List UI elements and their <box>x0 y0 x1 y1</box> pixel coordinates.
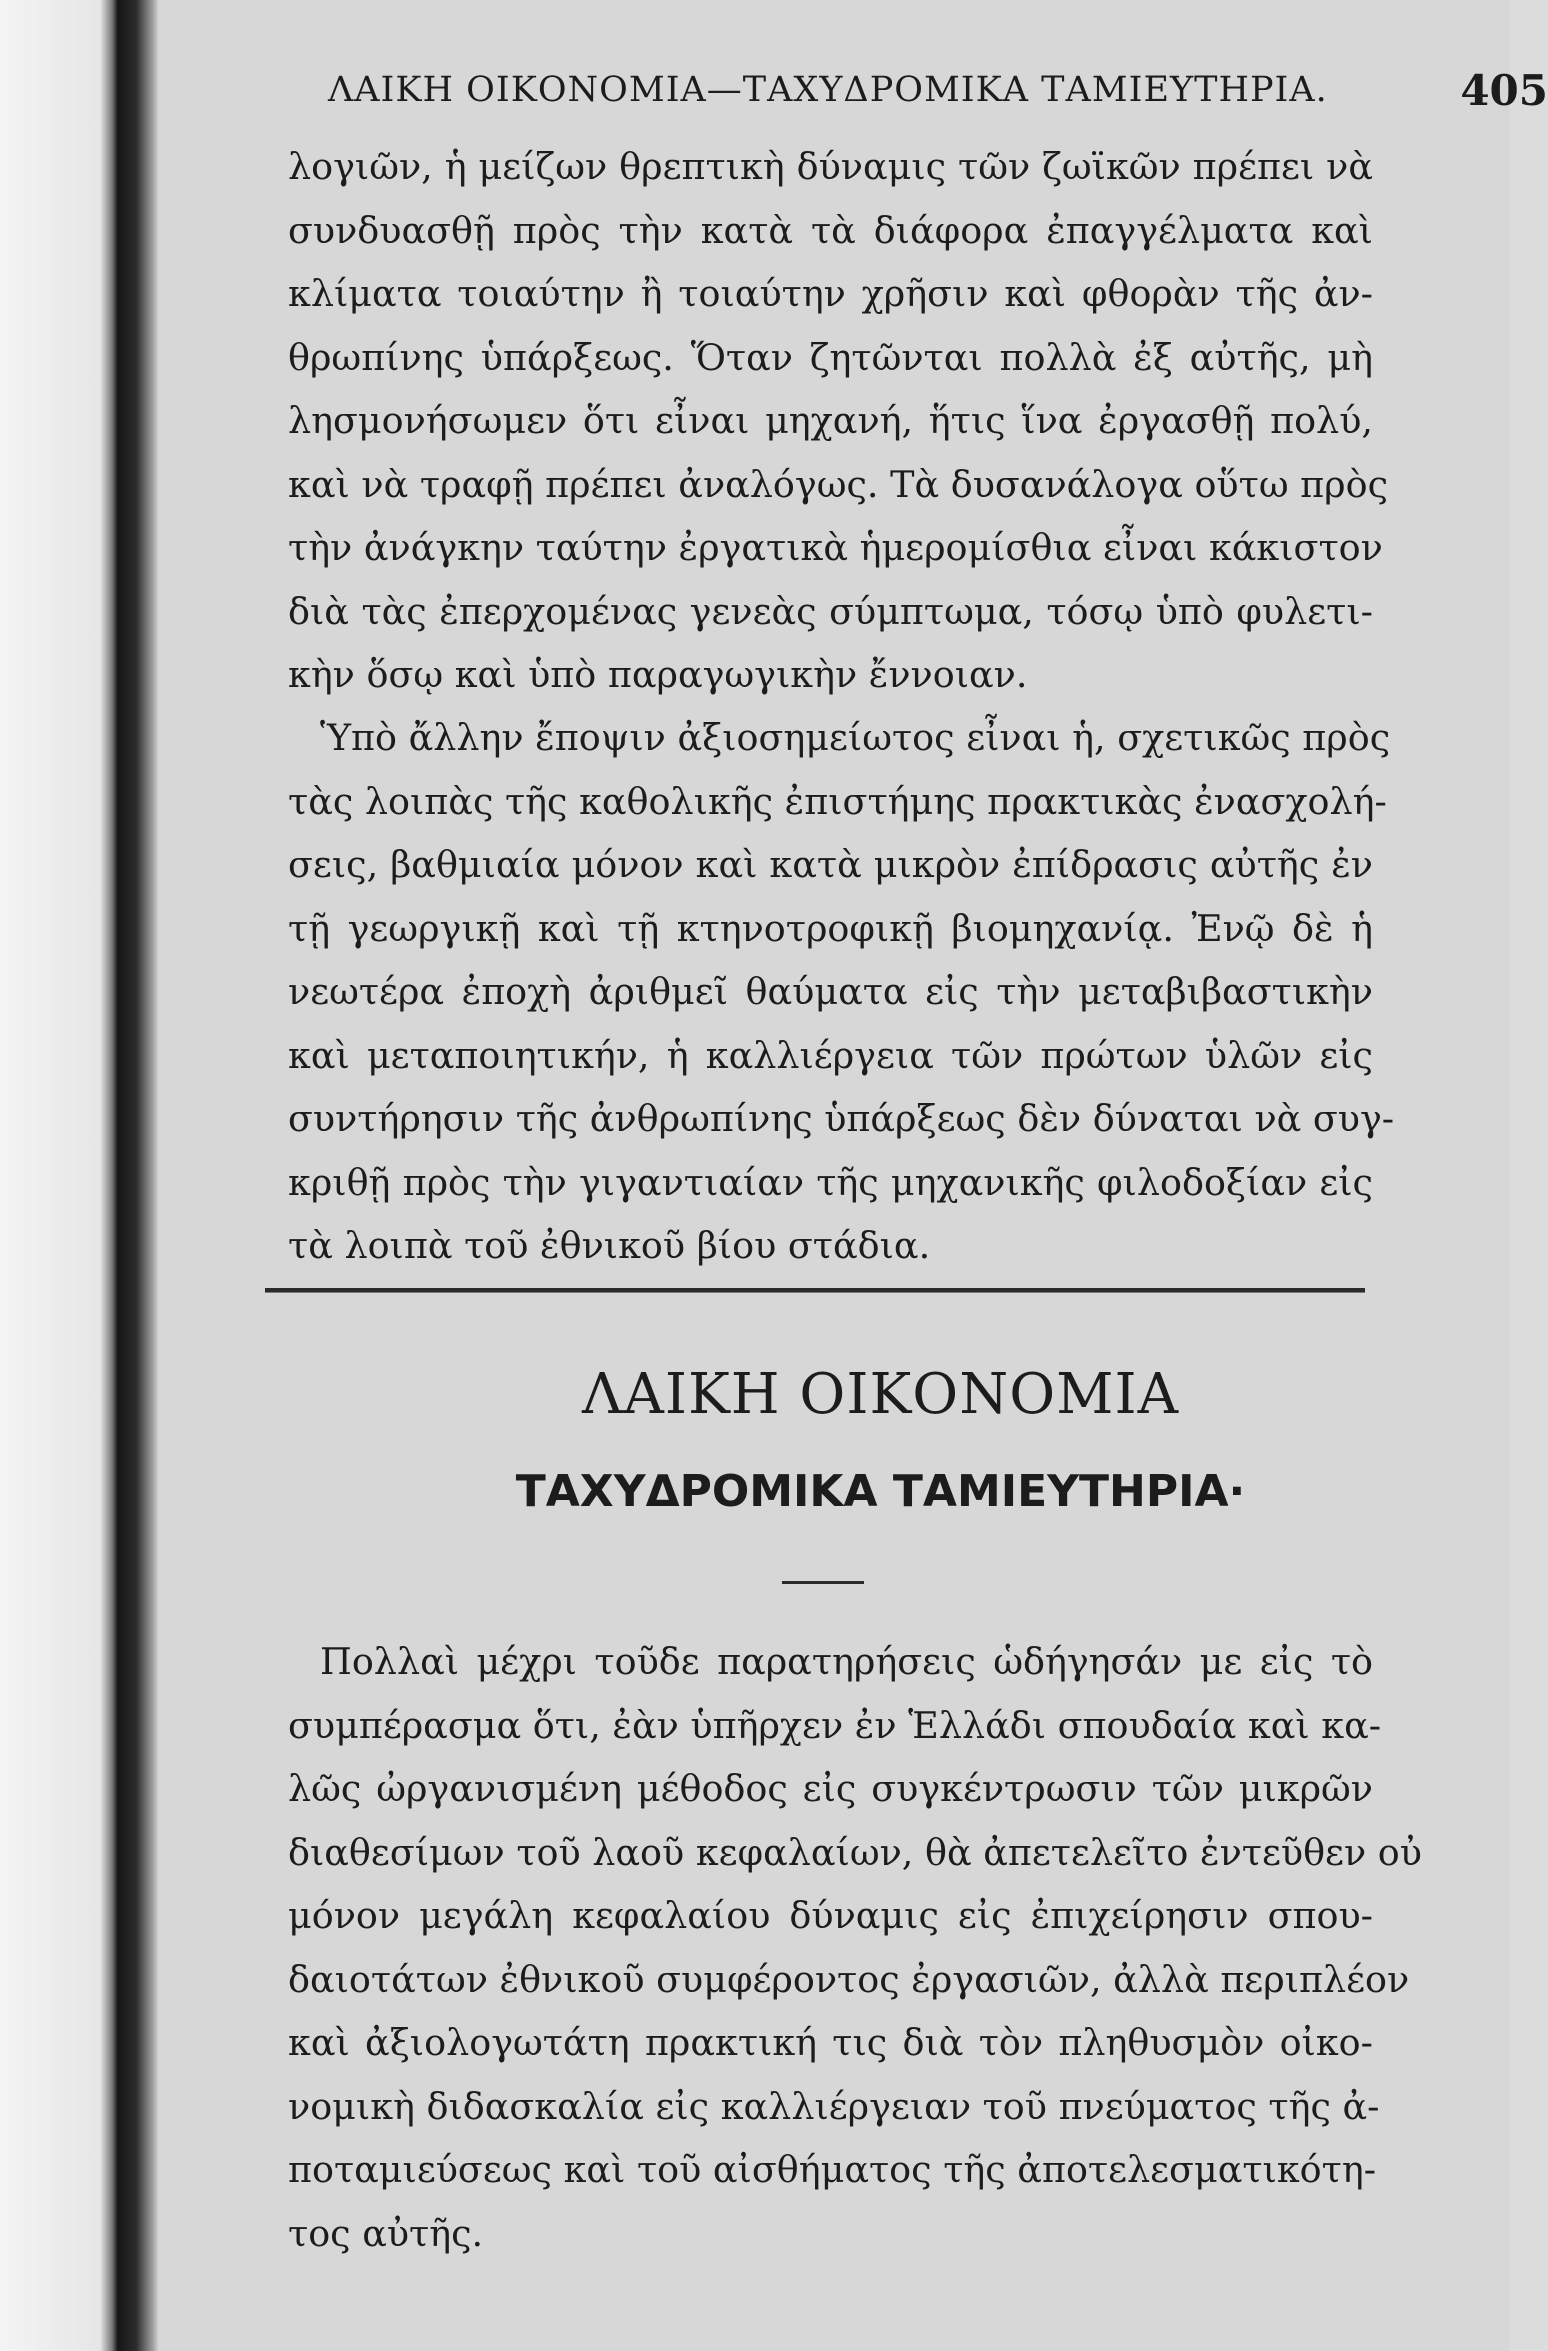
text-line: καὶ ἀξιολογωτάτη πρακτική τις διὰ τὸν πληθυσμὸν οἰκο- <box>288 2021 1373 2064</box>
text-line: συμπέρασμα ὅτι, ἐὰν ὑπῆρχεν ἐν Ἑλλάδι σπουδαία καὶ κα- <box>288 1703 1382 1747</box>
running-title: ΛΑΙΚΗ ΟΙΚΟΝΟΜΙΑ—ΤΑΧΥΔΡΟΜΙΚΑ ΤΑΜΙΕΥΤΗΡΙΑ. <box>328 70 1328 110</box>
text-line: τος αὐτῆς. <box>288 2211 484 2255</box>
text-line: τὰ λοιπὰ τοῦ ἐθνικοῦ βίου στάδια. <box>288 1224 931 1267</box>
text-line: ποταμιεύσεως καὶ τοῦ αἰσθήματος τῆς ἀποτελεσματικότη- <box>288 2148 1377 2191</box>
paragraph-3 <box>288 1630 1422 2265</box>
paragraph-2 <box>288 706 1395 1278</box>
text-line: τὰς λοιπὰς τῆς καθολικῆς ἐπιστήμης πρακτικὰς ἐνασχολή- <box>288 779 1387 823</box>
text-line: διαθεσίμων τοῦ λαοῦ κεφαλαίων, θὰ ἀπετελεῖτο ἐντεῦθεν οὐ <box>288 1830 1422 1874</box>
running-head <box>328 66 1548 120</box>
text-line: θρωπίνης ὑπάρξεως. Ὅταν ζητῶνται πολλὰ ἐξ αὐτῆς, μὴ <box>288 335 1373 379</box>
text-line: κριθῇ πρὸς τὴν γιγαντιαίαν τῆς μηχανικῆς φιλοδοξίαν εἰς <box>288 1160 1373 1204</box>
text-line: σεις, βαθμιαία μόνον καὶ κατὰ μικρὸν ἐπίδρασις αὐτῆς ἐν <box>288 843 1373 886</box>
subtitle-rule <box>782 1581 864 1584</box>
text-line: καὶ μεταποιητικήν, ἡ καλλιέργεια τῶν πρώτων ὑλῶν εἰς <box>288 1033 1373 1077</box>
book-page <box>158 0 1548 2351</box>
text-line: διὰ τὰς ἐπερχομένας γενεὰς σύμπτωμα, τόσῳ ὑπὸ φυλετι- <box>288 589 1373 633</box>
text-line: μόνον μεγάλη κεφαλαίου δύναμις εἰς ἐπιχείρησιν σπου- <box>288 1894 1373 1937</box>
text-line: Ὑπὸ ἄλλην ἔποψιν ἀξιοσημείωτος εἶναι ἡ, σχετικῶς πρὸς <box>320 716 1391 759</box>
text-line: συντήρησιν τῆς ἀνθρωπίνης ὑπάρξεως δὲν δύναται νὰ συγ- <box>288 1097 1395 1140</box>
section-divider <box>265 1288 1365 1293</box>
text-line: καὶ νὰ τραφῇ πρέπει ἀναλόγως. Τὰ δυσανάλογα οὕτω πρὸς <box>288 462 1389 506</box>
text-line: Πολλαὶ μέχρι τοῦδε παρατηρήσεις ὡδήγησάν με εἰς τὸ <box>320 1640 1373 1683</box>
text-line: κὴν ὅσῳ καὶ ὑπὸ παραγωγικὴν ἔννοιαν. <box>288 653 1028 696</box>
book-gutter <box>118 0 158 2351</box>
text-line: λῶς ὠργανισμένη μέθοδος εἰς συγκέντρωσιν τῶν μικρῶν <box>288 1767 1373 1810</box>
section-title: ΛΑΙΚΗ ΟΙΚΟΝΟΜΙΑ <box>581 1362 1180 1427</box>
page-number: 405 <box>1460 66 1548 115</box>
text-line: τὴν ἀνάγκην ταύτην ἐργατικὰ ἡμερομίσθια εἶναι κάκιστον <box>288 526 1383 569</box>
text-line: νομικὴ διδασκαλία εἰς καλλιέργειαν τοῦ πνεύματος τῆς ἀ- <box>288 2084 1380 2128</box>
text-line: δαιοτάτων ἐθνικοῦ συμφέροντος ἐργασιῶν, ἀλλὰ περιπλέον <box>288 1957 1410 2001</box>
text-line: λογιῶν, ἡ μείζων θρεπτικὴ δύναμις τῶν ζωϊκῶν πρέπει νὰ <box>288 145 1373 188</box>
text-line: κλίματα τοιαύτην ἢ τοιαύτην χρῆσιν καὶ φθορὰν τῆς ἀν- <box>288 272 1373 315</box>
left-page-margin <box>0 0 118 2351</box>
text-line: νεωτέρα ἐποχὴ ἀριθμεῖ θαύματα εἰς τὴν μεταβιβαστικὴν <box>288 970 1373 1013</box>
text-line: συνδυασθῇ πρὸς τὴν κατὰ τὰ διάφορα ἐπαγγέλματα καὶ <box>288 208 1373 252</box>
text-line: λησμονήσωμεν ὅτι εἶναι μηχανή, ἥτις ἵνα ἐργασθῇ πολύ, <box>288 399 1373 442</box>
text-line: τῇ γεωργικῇ καὶ τῇ κτηνοτροφικῇ βιομηχανίᾳ. Ἐνῷ δὲ ἡ <box>288 906 1373 950</box>
paragraph-1 <box>288 135 1389 707</box>
section-subtitle: ΤΑΧΥΔΡΟΜΙΚΑ ΤΑΜΙΕΥΤΗΡΙΑ· <box>515 1466 1246 1517</box>
